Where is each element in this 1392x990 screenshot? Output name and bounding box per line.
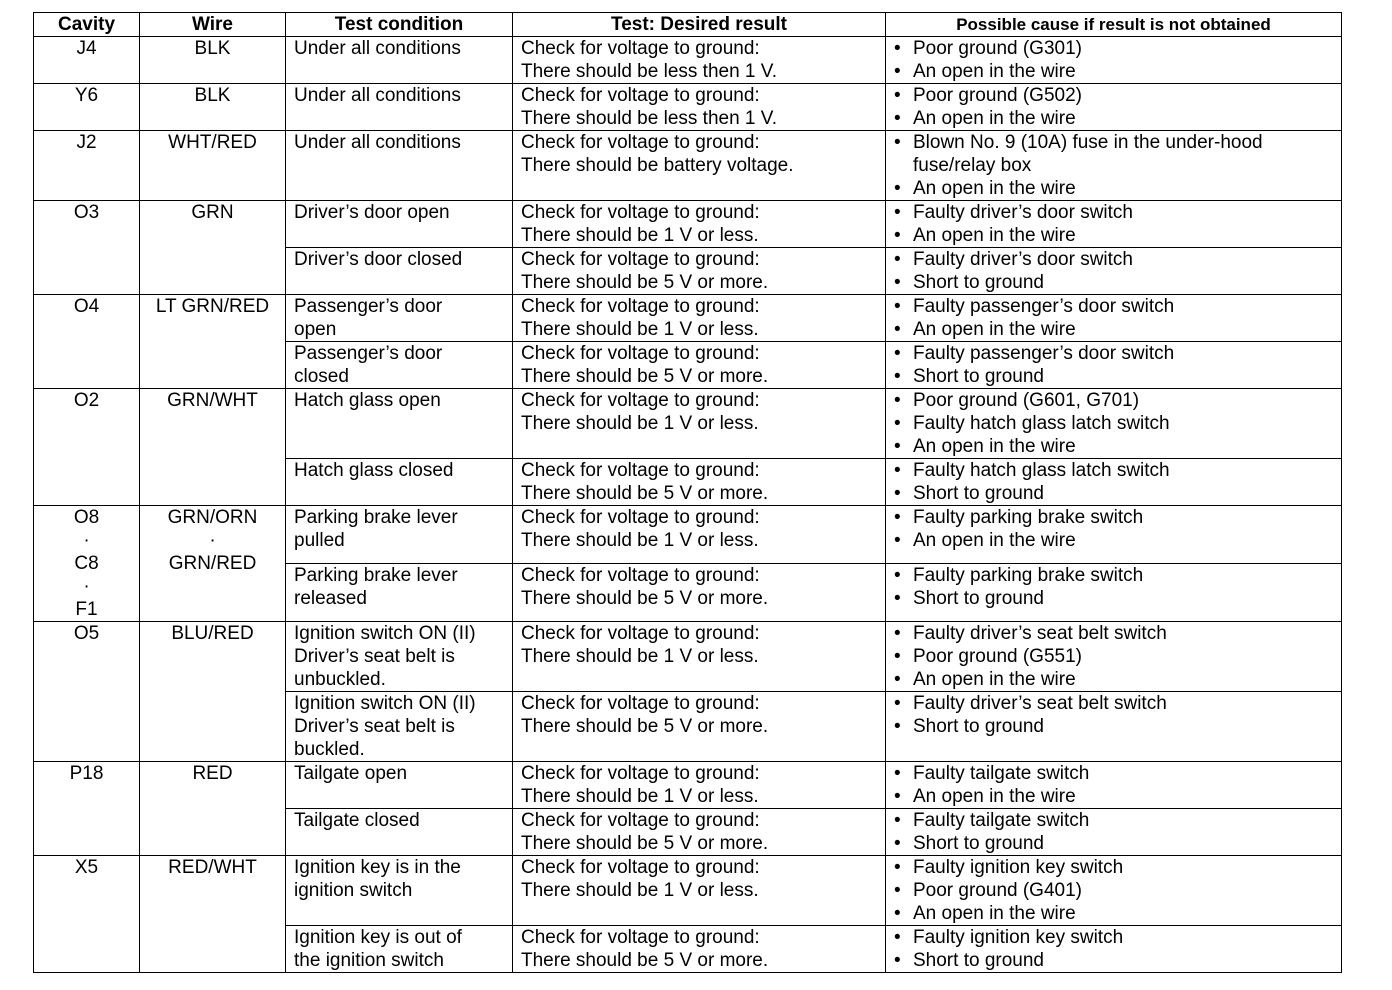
desired-result-cell [513,564,886,622]
possible-cause-item: • An open in the wire [894,668,1333,691]
possible-cause-item: • Short to ground [894,832,1333,855]
wire-color: LT GRN/RED [155,296,270,317]
possible-cause-item: • Faulty parking brake switch [894,506,1333,529]
test-condition-text: released [294,588,367,609]
possible-cause-item: • Faulty driver’s door switch [894,201,1333,224]
desired-result-text: There should be 1 V or less. [521,413,759,434]
cavity-cell [34,131,140,201]
desired-result-cell [513,692,886,762]
desired-result-cell [513,389,886,459]
possible-cause-item: • An open in the wire [894,529,1333,552]
test-condition-text: Ignition switch ON (II) [294,693,476,714]
header-cavity: Cavity [34,13,140,37]
possible-cause-item: • Faulty hatch glass latch switch [894,412,1333,435]
possible-cause-item: • Faulty hatch glass latch switch [894,459,1333,482]
header-possible-cause: Possible cause if result is not obtained [886,13,1342,37]
test-condition-cell [286,37,513,84]
cavity-label: O3 [73,202,100,223]
desired-result-text: There should be 1 V or less. [521,319,759,340]
possible-cause-cell [886,295,1342,342]
desired-result-text: Check for voltage to ground: [521,343,760,364]
possible-cause-item: • An open in the wire [894,60,1333,83]
desired-result-text: Check for voltage to ground: [521,693,760,714]
possible-cause-item: • Poor ground (G601, G701) [894,389,1333,412]
table-row [34,131,1342,201]
cavity-cell [34,622,140,762]
desired-result-cell [513,37,886,84]
table-row [34,389,1342,459]
header-test-condition: Test condition [286,13,513,37]
desired-result-text: Check for voltage to ground: [521,623,760,644]
desired-result-cell [513,809,886,856]
possible-cause-item: • Short to ground [894,365,1333,388]
desired-result-text: Check for voltage to ground: [521,763,760,784]
test-condition-cell [286,809,513,856]
desired-result-cell [513,622,886,692]
test-condition-text: open [294,319,337,340]
desired-result-text: Check for voltage to ground: [521,85,760,106]
possible-cause-cell [886,389,1342,459]
test-condition-text: Hatch glass closed [294,460,454,481]
test-condition-cell [286,856,513,926]
table-body [34,37,1342,973]
test-condition-cell [286,248,513,295]
wire-cell [140,622,286,762]
possible-cause-cell [886,809,1342,856]
test-condition-text: Passenger’s door [294,343,443,364]
cavity-separator: · [83,576,90,597]
test-condition-text: buckled. [294,739,365,760]
possible-cause-item: • Poor ground (G502) [894,84,1333,107]
test-condition-cell [286,342,513,389]
test-condition-cell [286,201,513,248]
wire-color: GRN/WHT [167,390,258,411]
table-row [34,201,1342,248]
test-condition-cell [286,762,513,809]
desired-result-text: There should be 1 V or less. [521,530,759,551]
test-condition-cell [286,622,513,692]
possible-cause-item: • Short to ground [894,587,1333,610]
header-row [34,13,1342,37]
test-condition-cell [286,564,513,622]
test-condition-text: Under all conditions [294,38,461,59]
desired-result-text: There should be 5 V or more. [521,833,769,854]
possible-cause-item: • An open in the wire [894,435,1333,458]
desired-result-text: There should be 5 V or more. [521,272,769,293]
table-row [34,762,1342,809]
possible-cause-item: • An open in the wire [894,224,1333,247]
test-condition-text: Parking brake lever [294,565,458,586]
desired-result-text: Check for voltage to ground: [521,390,760,411]
cavity-label: Y6 [74,85,99,106]
desired-result-cell [513,131,886,201]
possible-cause-item: • Faulty driver’s door switch [894,248,1333,271]
test-condition-text: Ignition switch ON (II) [294,623,476,644]
possible-cause-cell [886,692,1342,762]
possible-cause-item: • An open in the wire [894,318,1333,341]
possible-cause-item: • Short to ground [894,271,1333,294]
desired-result-text: Check for voltage to ground: [521,38,760,59]
desired-result-cell [513,856,886,926]
possible-cause-cell [886,926,1342,973]
wire-cell [140,37,286,84]
wire-cell [140,201,286,295]
possible-cause-item: • Faulty passenger’s door switch [894,295,1333,318]
possible-cause-cell [886,201,1342,248]
desired-result-text: There should be 1 V or less. [521,225,759,246]
desired-result-cell [513,459,886,506]
desired-result-cell [513,84,886,131]
test-condition-text: Tailgate open [294,763,408,784]
cavity-cell [34,37,140,84]
table-row [34,506,1342,564]
test-condition-cell [286,389,513,459]
cavity-cell [34,389,140,506]
cavity-label: X5 [74,857,99,878]
possible-cause-item: • Faulty ignition key switch [894,856,1333,879]
possible-cause-cell [886,622,1342,692]
test-condition-text: closed [294,366,349,387]
possible-cause-item: • Faulty driver’s seat belt switch [894,622,1333,645]
wire-color: BLK [194,85,231,106]
possible-cause-cell [886,459,1342,506]
wire-cell [140,84,286,131]
desired-result-text: Check for voltage to ground: [521,507,760,528]
wire-color: GRN [191,202,234,223]
desired-result-text: There should be 5 V or more. [521,950,769,971]
diagnostic-table [33,12,1342,973]
possible-cause-item: • Faulty parking brake switch [894,564,1333,587]
desired-result-text: There should be 5 V or more. [521,483,769,504]
possible-cause-cell [886,84,1342,131]
test-condition-text: Driver’s door open [294,202,450,223]
wire-cell [140,295,286,389]
test-condition-text: ignition switch [294,880,413,901]
wire-color: GRN/ORN [167,507,258,528]
cavity-label: J2 [76,132,97,153]
cavity-label: C8 [74,553,99,574]
table-header [34,13,1342,37]
desired-result-text: Check for voltage to ground: [521,857,760,878]
desired-result-text: There should be 1 V or less. [521,880,759,901]
possible-cause-item: • Faulty ignition key switch [894,926,1333,949]
test-condition-text: Passenger’s door [294,296,443,317]
test-condition-cell [286,692,513,762]
desired-result-text: Check for voltage to ground: [521,927,760,948]
possible-cause-item: • Poor ground (G551) [894,645,1333,668]
test-condition-text: Driver’s seat belt is [294,716,455,737]
desired-result-text: There should be less then 1 V. [521,108,777,129]
possible-cause-cell [886,564,1342,622]
wire-color: RED [192,763,233,784]
header-wire: Wire [140,13,286,37]
cavity-cell [34,201,140,295]
desired-result-text: Check for voltage to ground: [521,296,760,317]
test-condition-text: the ignition switch [294,950,444,971]
cavity-cell [34,506,140,622]
wire-color: RED/WHT [168,857,257,878]
desired-result-text: There should be 5 V or more. [521,366,769,387]
desired-result-text: Check for voltage to ground: [521,810,760,831]
desired-result-text: There should be 1 V or less. [521,786,759,807]
test-condition-text: Driver’s door closed [294,249,463,270]
possible-cause-item: • Short to ground [894,949,1333,972]
cavity-label: J4 [76,38,97,59]
desired-result-cell [513,201,886,248]
desired-result-text: There should be 1 V or less. [521,646,759,667]
wire-cell [140,856,286,973]
desired-result-cell [513,342,886,389]
table-row [34,622,1342,692]
possible-cause-cell [886,856,1342,926]
desired-result-text: Check for voltage to ground: [521,565,760,586]
possible-cause-item: • Short to ground [894,482,1333,505]
possible-cause-item: • Faulty driver’s seat belt switch [894,692,1333,715]
desired-result-cell [513,248,886,295]
desired-result-text: There should be less then 1 V. [521,61,777,82]
wire-cell [140,131,286,201]
wire-color: BLK [194,38,231,59]
test-condition-text: Tailgate closed [294,810,420,831]
test-condition-text: Hatch glass open [294,390,441,411]
test-condition-cell [286,131,513,201]
desired-result-text: Check for voltage to ground: [521,460,760,481]
cavity-label: P18 [69,763,104,784]
header-desired-result: Test: Desired result [513,13,886,37]
wire-color: BLU/RED [171,623,254,644]
cavity-cell [34,762,140,856]
wire-cell [140,762,286,856]
test-condition-text: pulled [294,530,345,551]
wire-cell [140,506,286,622]
possible-cause-item: • Poor ground (G401) [894,879,1333,902]
test-condition-text: Parking brake lever [294,507,458,528]
wire-color: WHT/RED [168,132,257,153]
possible-cause-cell [886,248,1342,295]
test-condition-text: Ignition key is out of [294,927,462,948]
test-condition-cell [286,84,513,131]
possible-cause-cell [886,37,1342,84]
cavity-label: O8 [73,507,100,528]
possible-cause-item: • Short to ground [894,715,1333,738]
wire-color: GRN/RED [168,553,257,574]
cavity-label: F1 [75,599,98,620]
wire-separator: · [209,530,216,551]
possible-cause-item: • Faulty tailgate switch [894,762,1333,785]
cavity-cell [34,84,140,131]
desired-result-cell [513,295,886,342]
test-condition-text: Driver’s seat belt is [294,646,455,667]
desired-result-text: Check for voltage to ground: [521,202,760,223]
cavity-cell [34,856,140,973]
desired-result-cell [513,506,886,564]
test-condition-cell [286,295,513,342]
possible-cause-item: • An open in the wire [894,107,1333,130]
test-condition-cell [286,926,513,973]
test-condition-text: Under all conditions [294,85,461,106]
possible-cause-cell [886,342,1342,389]
possible-cause-item: • An open in the wire [894,177,1333,200]
possible-cause-cell [886,131,1342,201]
possible-cause-cell [886,506,1342,564]
test-condition-cell [286,506,513,564]
table-row [34,295,1342,342]
cavity-cell [34,295,140,389]
possible-cause-item: • Blown No. 9 (10A) fuse in the under-hood fuse/relay box [894,131,1333,177]
wire-cell [140,389,286,506]
desired-result-text: There should be 5 V or more. [521,588,769,609]
cavity-label: O4 [73,296,100,317]
desired-result-text: There should be battery voltage. [521,155,794,176]
possible-cause-item: • Poor ground (G301) [894,37,1333,60]
possible-cause-item: • An open in the wire [894,902,1333,925]
table-row [34,84,1342,131]
cavity-separator: · [83,530,90,551]
possible-cause-item: • An open in the wire [894,785,1333,808]
desired-result-cell [513,926,886,973]
test-condition-cell [286,459,513,506]
cavity-label: O5 [73,623,100,644]
desired-result-cell [513,762,886,809]
desired-result-text: Check for voltage to ground: [521,132,760,153]
test-condition-text: Ignition key is in the [294,857,461,878]
desired-result-text: Check for voltage to ground: [521,249,760,270]
table-row [34,856,1342,926]
possible-cause-cell [886,762,1342,809]
possible-cause-item: • Faulty tailgate switch [894,809,1333,832]
cavity-label: O2 [73,390,100,411]
desired-result-text: There should be 5 V or more. [521,716,769,737]
possible-cause-item: • Faulty passenger’s door switch [894,342,1333,365]
table-row [34,37,1342,84]
test-condition-text: Under all conditions [294,132,461,153]
test-condition-text: unbuckled. [294,669,386,690]
